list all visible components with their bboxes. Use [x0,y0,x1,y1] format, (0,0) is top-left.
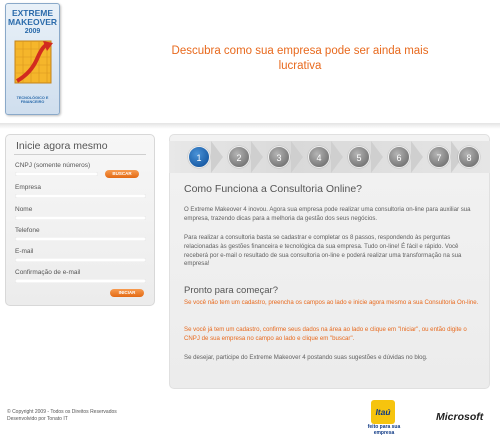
itau-tagline: feito para sua empresa [367,424,401,436]
ready-title: Pronto para começar? [184,285,278,296]
step-arrow [251,141,263,173]
start-button[interactable]: INICIAR [110,289,144,297]
step-arrow [371,141,383,173]
name-field[interactable] [15,216,146,220]
steps-paragraph: Para realizar a consultoria basta se cadastrar e completar os 8 passos, respondendo às perguntas relacionadas às gestões financeira e tecnológica da sua empresa. Tudo on-line! É fácil e rápido. Você receberá por e-mail o resultado de sua consultoria on-line e poderá realizar uma transformação na sua empresa! [184,234,462,268]
company-field[interactable] [15,194,146,198]
search-button[interactable]: BUSCAR [105,170,139,178]
microsoft-logo[interactable]: Microsoft [436,411,484,423]
page-headline: Descubra como sua empresa pode ser ainda mais lucrativa [171,45,429,72]
registration-panel [5,134,155,306]
step-2[interactable]: 2 [228,146,250,168]
registration-title: Inicie agora mesmo [16,140,108,152]
step-arrow [211,141,223,173]
cnpj-field[interactable] [15,172,98,176]
step-6[interactable]: 6 [388,146,410,168]
step-7[interactable]: 7 [428,146,450,168]
existing-account-instructions: Se você já tem um cadastro, confirme seus dados na área ao lado e clique em "Iniciar", ou então digite o CNPJ de sua empresa no campo ao lado e clique em "buscar". [184,326,467,342]
company-label: Empresa [15,184,42,191]
registration-divider [14,154,146,155]
logo-year: 2009 [24,28,41,35]
logo-title [6,9,59,27]
step-arrow [411,141,423,173]
email-label: E-mail [15,248,34,255]
phone-label: Telefone [15,227,40,234]
email-confirm-label: Confirmação de e-mail [15,269,81,276]
step-3[interactable]: 3 [268,146,290,168]
no-account-instructions: Se você não tem um cadastro, preencha os campos ao lado e inicie agora mesmo a sua Consultoria On-line. [184,299,479,306]
step-4[interactable]: 4 [308,146,330,168]
blog-invitation: Se desejar, participe do Extreme Makeover 4 postando suas sugestões e dúvidas no blog. [184,354,428,361]
extreme-makeover-logo [5,3,60,115]
name-label: Nome [15,206,33,213]
step-1[interactable]: 1 [188,146,210,168]
how-it-works-title: Como Funciona a Consultoria Online? [184,183,363,195]
logo-title-line2: MAKEOVER [7,17,58,27]
growth-chart-icon [13,37,53,87]
developer-credit: Desenvolvido por Tonato IT [7,416,68,422]
step-8[interactable]: 8 [458,146,480,168]
phone-field[interactable] [15,237,146,241]
header-divider [0,123,500,129]
intro-paragraph: O Extreme Makeover 4 inovou. Agora sua empresa pode realizar uma consultoria on-line para auxiliar sua empresa, trazendo dicas para a melhoria da gestão dos seus negócios. [184,206,471,222]
step-arrow [291,141,303,173]
itau-logo[interactable] [371,400,395,424]
email-confirm-field[interactable] [15,279,146,283]
logo-subtitle: TECNOLÓGICO E FINANCEIRO [16,96,49,104]
email-field[interactable] [15,258,146,262]
logo-title-line1: EXTREME [11,8,54,18]
cnpj-label: CNPJ (somente números) [15,162,91,169]
copyright [7,409,117,423]
step-5[interactable]: 5 [348,146,370,168]
step-arrow [331,141,343,173]
copyright-line: © Copyright 2009 - Todos os Direitos Reservados [7,409,117,415]
itau-wordmark: Itaú [375,407,391,417]
